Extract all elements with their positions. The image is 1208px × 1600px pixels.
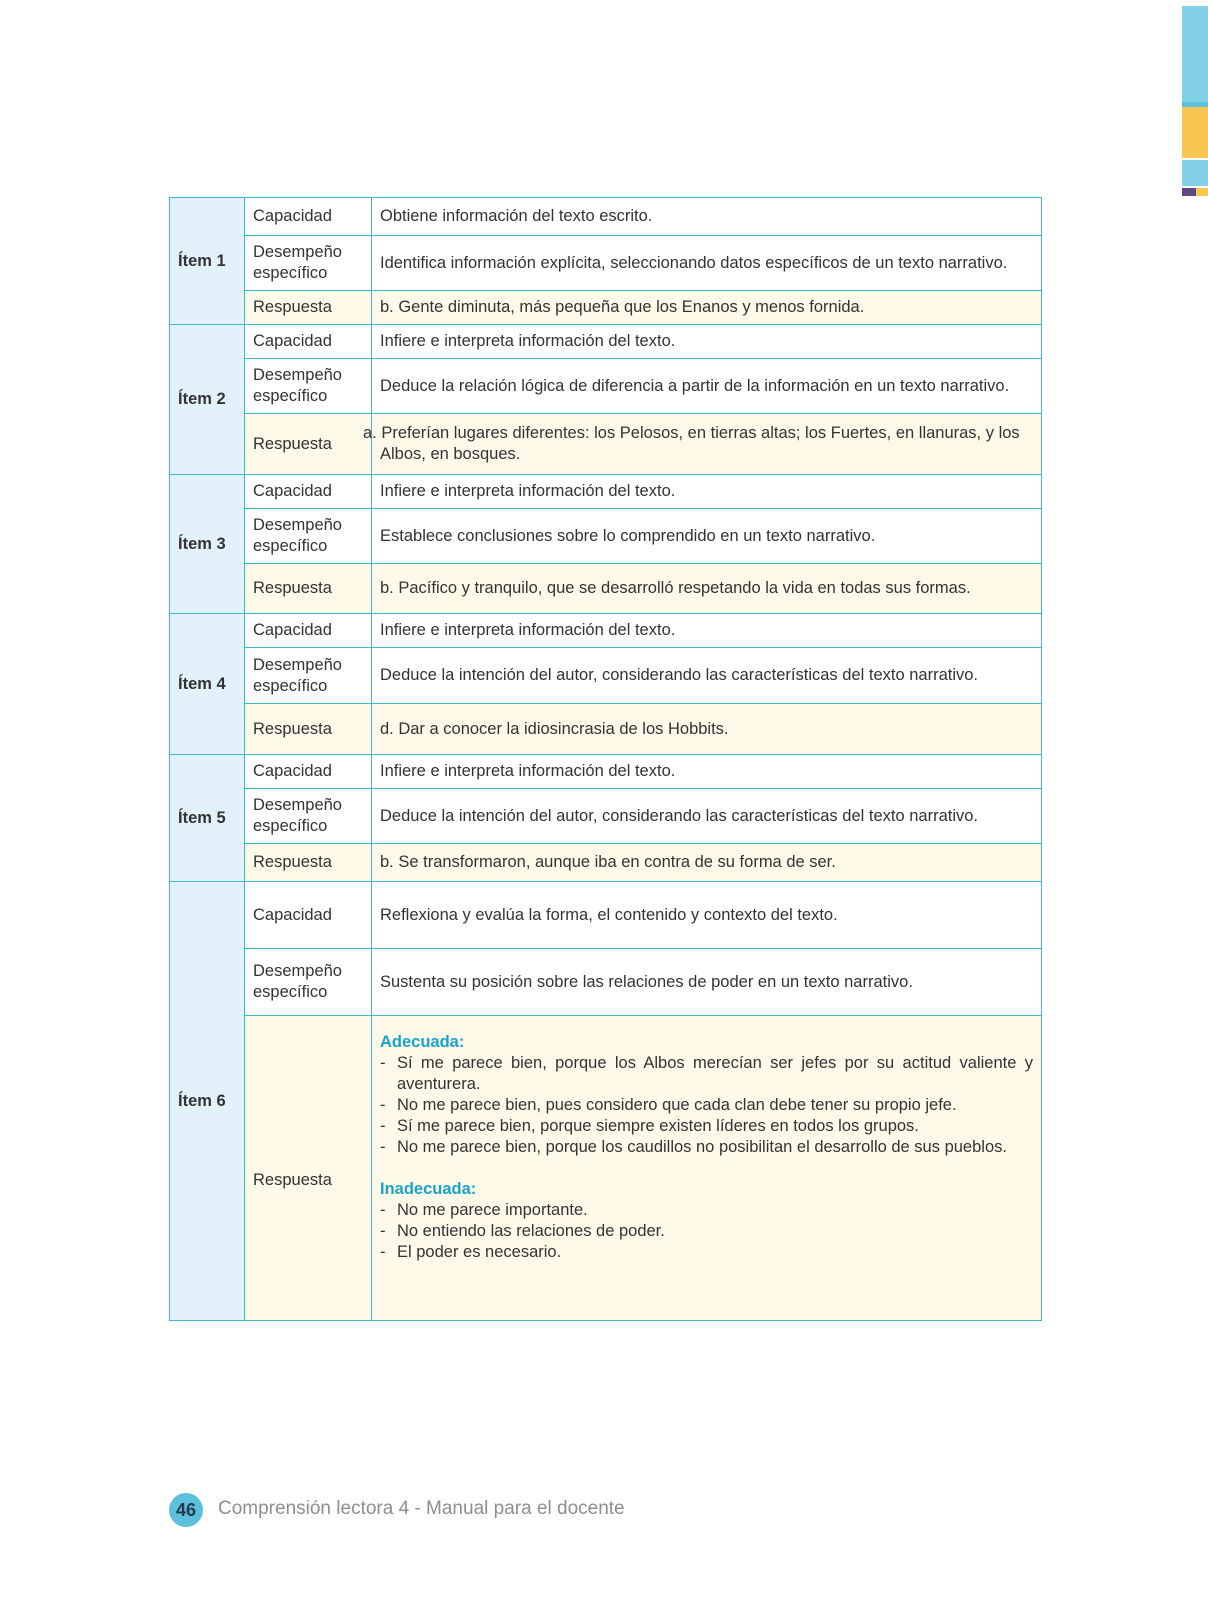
adecuada-answer: Sí me parece bien, porque siempre existen líderes en todos los grupos. xyxy=(397,1117,919,1135)
table-row xyxy=(170,564,1042,614)
inadecuada-answer: El poder es necesario. xyxy=(397,1243,562,1261)
list-item xyxy=(380,1242,1033,1263)
edge-tab-blue xyxy=(1182,6,1208,102)
respuesta-label: Respuesta xyxy=(245,414,372,475)
list-item xyxy=(380,1221,1033,1242)
item-label: Ítem 3 xyxy=(170,475,245,614)
inadecuada-answer: No entiendo las relaciones de poder. xyxy=(397,1222,665,1240)
list-item xyxy=(380,1116,1033,1137)
table-row xyxy=(170,882,1042,949)
dash-bullet: - xyxy=(380,1222,386,1240)
capacidad-value: Obtiene información del texto escrito. xyxy=(372,198,1042,236)
respuesta-label: Respuesta xyxy=(245,291,372,325)
page-number-badge: 46 xyxy=(169,1493,203,1527)
capacidad-value: Infiere e interpreta información del texto. xyxy=(372,325,1042,359)
list-item xyxy=(380,1137,1033,1158)
respuesta-label: Respuesta xyxy=(245,844,372,882)
table-row xyxy=(170,949,1042,1016)
table-row xyxy=(170,844,1042,882)
edge-marker-yellow xyxy=(1196,188,1208,196)
dash-bullet: - xyxy=(380,1054,386,1072)
desempeno-label: Desempeño específico xyxy=(245,236,372,291)
capacidad-value: Infiere e interpreta información del texto. xyxy=(372,614,1042,648)
item-label: Ítem 5 xyxy=(170,755,245,882)
dash-bullet: - xyxy=(380,1138,386,1156)
adecuada-answer: No me parece bien, pues considero que cada clan debe tener su propio jefe. xyxy=(397,1096,957,1114)
respuesta-label: Respuesta xyxy=(245,1016,372,1321)
desempeno-value: Establece conclusiones sobre lo comprendido en un texto narrativo. xyxy=(372,509,1042,564)
table-row xyxy=(170,198,1042,236)
desempeno-value: Deduce la intención del autor, considerando las características del texto narrativo. xyxy=(372,789,1042,844)
item-label: Ítem 2 xyxy=(170,325,245,475)
table-row xyxy=(170,509,1042,564)
adecuada-answer: No me parece bien, porque los caudillos no posibilitan el desarrollo de sus pueblos. xyxy=(397,1138,1007,1156)
edge-marker-purple xyxy=(1182,188,1196,196)
item-label: Ítem 6 xyxy=(170,882,245,1321)
list-item xyxy=(380,1200,1033,1221)
inadecuada-title: Inadecuada: xyxy=(380,1180,477,1198)
capacidad-value: Reflexiona y evalúa la forma, el contenido y contexto del texto. xyxy=(372,882,1042,949)
table-row xyxy=(170,789,1042,844)
respuesta-value: a. Preferían lugares diferentes: los Pelosos, en tierras altas; los Fuertes, en llanuras, y los Albos, en bosques. xyxy=(372,414,1042,475)
desempeno-label: Desempeño específico xyxy=(245,509,372,564)
evaluation-table xyxy=(169,197,1042,1321)
table-row xyxy=(170,475,1042,509)
capacidad-label: Capacidad xyxy=(245,198,372,236)
list-item xyxy=(380,1053,1033,1095)
desempeno-value: Deduce la intención del autor, considerando las características del texto narrativo. xyxy=(372,648,1042,704)
table-row xyxy=(170,648,1042,704)
table-row xyxy=(170,755,1042,789)
respuesta-value: b. Gente diminuta, más pequeña que los Enanos y menos fornida. xyxy=(372,291,1042,325)
capacidad-label: Capacidad xyxy=(245,755,372,789)
table-row xyxy=(170,704,1042,755)
desempeno-value: Sustenta su posición sobre las relaciones de poder en un texto narrativo. xyxy=(372,949,1042,1016)
table-row xyxy=(170,325,1042,359)
capacidad-value: Infiere e interpreta información del texto. xyxy=(372,475,1042,509)
table-row xyxy=(170,1016,1042,1321)
respuesta-value xyxy=(372,1016,1042,1321)
dash-bullet: - xyxy=(380,1243,386,1261)
dash-bullet: - xyxy=(380,1117,386,1135)
capacidad-label: Capacidad xyxy=(245,614,372,648)
capacidad-label: Capacidad xyxy=(245,325,372,359)
list-item xyxy=(380,1095,1033,1116)
desempeno-label: Desempeño específico xyxy=(245,648,372,704)
respuesta-label: Respuesta xyxy=(245,564,372,614)
desempeno-label: Desempeño específico xyxy=(245,359,372,414)
table-row xyxy=(170,291,1042,325)
edge-tab-blue-lower xyxy=(1182,160,1208,186)
adecuada-answer: Sí me parece bien, porque los Albos merecían ser jefes por su actitud valiente y aventurera. xyxy=(397,1054,1033,1093)
item-label: Ítem 4 xyxy=(170,614,245,755)
table-row xyxy=(170,236,1042,291)
item-label: Ítem 1 xyxy=(170,198,245,325)
footer-title: Comprensión lectora 4 - Manual para el docente xyxy=(218,1498,625,1519)
desempeno-label: Desempeño específico xyxy=(245,789,372,844)
respuesta-label: Respuesta xyxy=(245,704,372,755)
desempeno-value: Identifica información explícita, seleccionando datos específicos de un texto narrativo. xyxy=(372,236,1042,291)
table-row xyxy=(170,614,1042,648)
edge-tab-yellow xyxy=(1182,107,1208,158)
respuesta-value: d. Dar a conocer la idiosincrasia de los Hobbits. xyxy=(372,704,1042,755)
table-row xyxy=(170,414,1042,475)
respuesta-value: b. Se transformaron, aunque iba en contra de su forma de ser. xyxy=(372,844,1042,882)
desempeno-label: Desempeño específico xyxy=(245,949,372,1016)
dash-bullet: - xyxy=(380,1201,386,1219)
capacidad-label: Capacidad xyxy=(245,475,372,509)
inadecuada-answer: No me parece importante. xyxy=(397,1201,588,1219)
respuesta-value: b. Pacífico y tranquilo, que se desarrolló respetando la vida en todas sus formas. xyxy=(372,564,1042,614)
capacidad-label: Capacidad xyxy=(245,882,372,949)
capacidad-value: Infiere e interpreta información del texto. xyxy=(372,755,1042,789)
adecuada-title: Adecuada: xyxy=(380,1033,465,1051)
desempeno-value: Deduce la relación lógica de diferencia a partir de la información en un texto narrativo. xyxy=(372,359,1042,414)
table-row xyxy=(170,359,1042,414)
dash-bullet: - xyxy=(380,1096,386,1114)
